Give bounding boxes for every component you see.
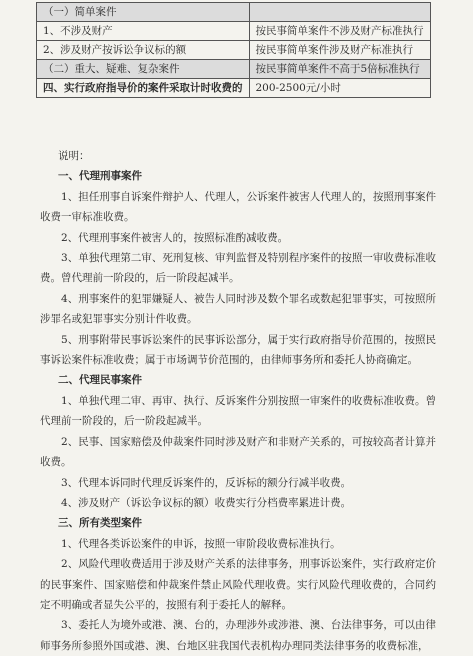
fee-standard-cell: 按民事简单案件不涉及财产标准执行 [249,22,430,41]
table-row [37,22,431,41]
note-paragraph: 4、刑事案件的犯罪嫌疑人、被告人同时涉及数个罪名或数起犯罪事实，可按照所涉罪名或犯罪事实分别计件收费。 [40,292,436,326]
note-paragraph: 1、单独代理二审、再审、执行、反诉案件分别按照一审案件的收费标准收费。曾代理前一阶段的，后一阶段起减半。 [40,394,436,428]
section-heading-civil: 二、代理民事案件 [58,374,142,387]
notes-section [40,146,436,656]
note-paragraph: 5、刑事附带民事诉讼案件的民事诉讼部分，属于实行政府指导价范围的，按照民事诉讼案件标准收费；属于市场调节价范围的，由律师事务所和委托人协商确定。 [40,333,436,367]
table-row [37,79,431,98]
case-category-cell: 四、实行政府指导价的案件采取计时收费的 [37,79,250,98]
note-paragraph: 2、民事、国家赔偿及仲裁案件同时涉及财产和非财产关系的，可按较高者计算并收费。 [40,435,436,469]
case-category-cell: 1、不涉及财产 [37,22,250,41]
note-paragraph: 3、代理本诉同时代理反诉案件的，反诉标的额分行减半收费。 [61,476,352,489]
case-category-cell: （一）简单案件 [37,3,250,22]
note-paragraph: 3、单独代理第二审、死刑复核、审判监督及特别程序案件的按照一审收费标准收费。曾代理前一阶段的，后一阶段起减半。 [40,252,436,285]
notes-label: 说明： [58,150,90,162]
case-category-cell: （二）重大、疑难、复杂案件 [37,60,250,79]
fee-standard-cell: 200-2500元/小时 [249,79,430,98]
section-heading-criminal: 一、代理刑事案件 [58,170,142,183]
table-row [37,3,431,22]
note-paragraph: 4、涉及财产（诉讼争议标的额）收费实行分档费率累进计费。 [61,496,352,509]
fee-standard-cell: 按民事简单案件不高于5倍标准执行 [249,60,430,79]
fee-standard-cell: 按民事简单案件涉及财产标准执行 [249,41,430,60]
note-paragraph: 1、代理各类诉讼案件的申诉，按照一审阶段收费标准执行。 [61,537,341,550]
fee-standard-table [36,2,431,98]
table-row [37,60,431,79]
fee-standard-cell [249,3,430,22]
table-row [37,41,431,60]
note-paragraph: 2、风险代理收费适用于涉及财产关系的法律事务，刑事诉讼案件，实行政府定价的民事案件、国家赔偿和仲裁案件禁止风险代理收费。实行风险代理收费的，合同约定不明确或者显失公平的，按照有利于委托人的解释。 [40,558,436,611]
note-paragraph: 2、代理刑事案件被害人的，按照标准酌减收费。 [61,231,289,244]
note-paragraph: 1、担任刑事自诉案件辩护人、代理人，公诉案件被害人代理人的，按照刑事案件收费一审标准收费。 [40,190,436,224]
case-category-cell: 2、涉及财产按诉讼争议标的额 [37,41,250,60]
section-heading-all-cases: 三、所有类型案件 [58,517,142,530]
note-paragraph: 3、委托人为境外或港、澳、台的，办理涉外或涉港、澳、台法律事务，可以由律师事务所参照外国或港、澳、台地区驻我国代表机构办理同类法律事务的收费标准， [40,619,436,652]
